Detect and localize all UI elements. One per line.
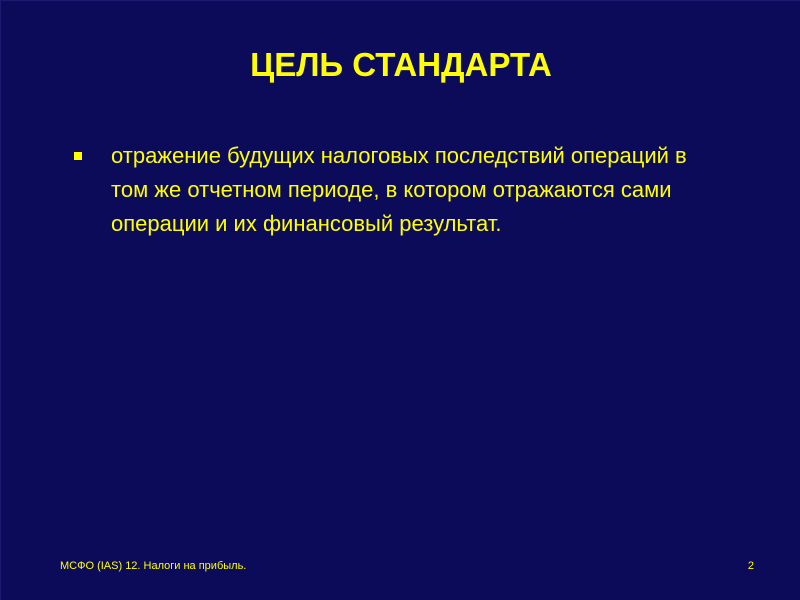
bullet-text: отражение будущих налоговых последствий операций в том же отчетном периоде, в котором отражаются сами операции и их финансовый результат. xyxy=(111,143,687,236)
page-number: 2 xyxy=(747,560,754,572)
slide-footer: МСФО (IAS) 12. Налоги на прибыль. xyxy=(60,560,247,572)
slide-title: ЦЕЛЬ СТАНДАРТА xyxy=(250,46,552,83)
bullet-list xyxy=(71,139,691,241)
bullet-item xyxy=(71,139,691,241)
square-bullet-icon xyxy=(74,152,82,160)
